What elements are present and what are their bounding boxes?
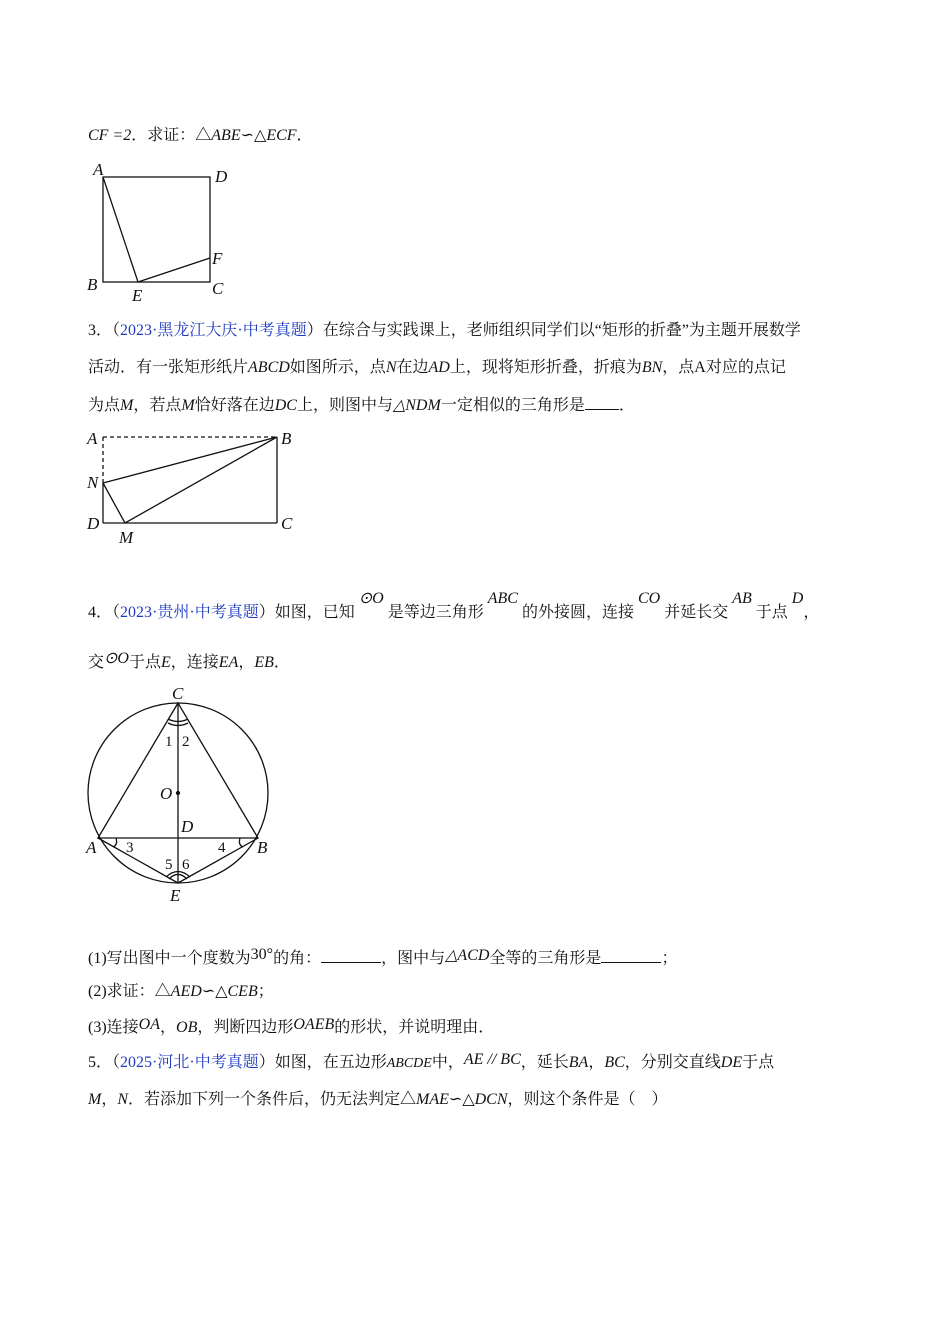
text: 是等边三角形 — [387, 604, 484, 621]
text: ∽ — [240, 127, 255, 144]
math: ABE — [211, 127, 241, 144]
text: ，判断四边形 — [197, 1019, 294, 1036]
text: （ — [112, 322, 121, 339]
text: ， — [803, 604, 820, 621]
text: 上，则图中与 — [296, 397, 393, 414]
label: A — [93, 160, 104, 179]
label: A — [87, 429, 98, 448]
math: ABC — [487, 590, 518, 607]
question-number: 4． — [88, 604, 113, 621]
text: ， — [101, 1091, 118, 1108]
q5-line2 — [88, 1090, 668, 1110]
math: EB — [254, 654, 274, 671]
text: ，连接 — [170, 654, 219, 671]
q3-line1 — [88, 321, 801, 341]
text: 如图，已知 — [274, 604, 355, 621]
text: ） — [258, 604, 275, 621]
math: ABCD — [248, 359, 290, 376]
math: ABCDE — [386, 1056, 432, 1071]
text: ） — [306, 322, 323, 339]
label: E — [170, 886, 181, 905]
q3-line2 — [88, 358, 786, 378]
text: 的外接圆，连接 — [521, 604, 634, 621]
text: 交 — [88, 654, 105, 671]
text: ； — [257, 983, 274, 1000]
q4-line1 — [88, 590, 820, 623]
math: DE — [720, 1054, 743, 1071]
answer-blank — [601, 948, 661, 963]
label: B — [257, 838, 268, 857]
math: D — [791, 590, 804, 607]
text: ∽△ — [201, 983, 228, 1000]
text: (1)写出图中一个度数为 — [88, 950, 251, 967]
q5-line1 — [88, 1053, 774, 1074]
text: 的形状，并说明理由． — [334, 1019, 495, 1036]
math: 30° — [250, 946, 274, 963]
math: AB — [732, 590, 752, 607]
math: EA — [218, 654, 239, 671]
math: AE // BC — [463, 1051, 521, 1068]
q4-part3 — [88, 1018, 494, 1038]
math: DCN — [474, 1091, 508, 1108]
figure-square-labels — [87, 160, 228, 305]
label: D — [215, 167, 228, 186]
text: ， — [588, 1054, 605, 1071]
text: ） — [258, 1054, 275, 1071]
text: （ — [112, 1054, 121, 1071]
math: DC — [274, 397, 297, 414]
math: ECF — [266, 127, 297, 144]
text: ， — [160, 1019, 177, 1036]
text: 如图，在五边形 — [274, 1054, 387, 1071]
math: M — [120, 397, 134, 414]
label: E — [132, 286, 143, 305]
text: 上，现将矩形折叠，折痕为 — [449, 359, 642, 376]
math: OAEB — [293, 1016, 335, 1033]
text: 的角： — [273, 950, 322, 967]
math: BN — [641, 359, 663, 376]
text: ． — [273, 654, 290, 671]
text: ，分别交直线 — [624, 1054, 721, 1071]
figure-fold-rectangle — [103, 437, 277, 523]
math: CEB — [227, 983, 258, 1000]
answer-blank — [585, 395, 619, 410]
text: ，点A对应的点记 — [662, 359, 786, 376]
math: BC — [604, 1054, 625, 1071]
text: ， — [238, 654, 255, 671]
text: ．求证： — [131, 127, 196, 144]
label: D — [181, 817, 194, 836]
label: D — [87, 514, 100, 533]
figure-square — [103, 177, 210, 282]
math: MAE — [416, 1091, 449, 1108]
label: O — [160, 784, 173, 803]
label: 1 — [165, 734, 173, 750]
text: 恰好落在边 — [194, 397, 275, 414]
text: ． — [618, 397, 635, 414]
text: △ — [195, 127, 212, 144]
label: 2 — [182, 734, 190, 750]
text: 并延长交 — [664, 604, 729, 621]
text: 在边 — [396, 359, 429, 376]
label: C — [172, 684, 184, 703]
math: ⊙O — [358, 590, 384, 607]
math: OB — [176, 1019, 198, 1036]
text: 中， — [431, 1054, 464, 1071]
math: OA — [138, 1016, 160, 1033]
text: ，延长 — [520, 1054, 569, 1071]
text: ； — [661, 950, 678, 967]
label: A — [86, 838, 97, 857]
label: 4 — [218, 840, 226, 856]
text: 于点 — [755, 604, 788, 621]
math: △ACD — [445, 947, 490, 964]
label: 3 — [126, 840, 134, 856]
text: 于点 — [742, 1054, 775, 1071]
label: 6 — [182, 857, 190, 873]
text: (3)连接 — [88, 1019, 139, 1036]
label: N — [87, 473, 99, 492]
math: N — [385, 359, 397, 376]
text: 一定相似的三角形是 — [440, 397, 585, 414]
math: BA — [568, 1054, 589, 1071]
figure-fold-labels — [86, 429, 293, 547]
q3-line3 — [88, 395, 635, 416]
q4-part2 — [88, 982, 274, 1002]
text: △ — [254, 127, 267, 144]
text: 在综合与实践课上，老师组织同学们以“矩形的折叠”为主题开展数学 — [322, 322, 801, 339]
text: ，则这个条件是（ ） — [507, 1091, 668, 1108]
text: 如图所示，点 — [289, 359, 386, 376]
text: ∽△ — [448, 1091, 475, 1108]
label: C — [212, 279, 224, 298]
math: AED — [170, 983, 202, 1000]
math: CO — [637, 590, 661, 607]
math: N — [117, 1091, 129, 1108]
math: ⊙O — [104, 650, 129, 667]
answer-blank — [321, 948, 381, 963]
text: ． — [296, 127, 313, 144]
math: E — [161, 654, 171, 671]
question-number: 5． — [88, 1054, 113, 1071]
label: 5 — [165, 857, 173, 873]
text: （ — [112, 604, 121, 621]
math: M — [181, 397, 195, 414]
text: 于点 — [128, 654, 161, 671]
question-number: 3． — [88, 322, 113, 339]
label: B — [87, 275, 98, 294]
text: 活动．有一张矩形纸片 — [88, 359, 249, 376]
text: 全等的三角形是 — [489, 950, 602, 967]
q4-line2 — [88, 650, 290, 673]
math: △NDM — [392, 397, 441, 414]
source-tag: 2023·贵州·中考真题 — [120, 604, 259, 621]
label: F — [212, 249, 223, 268]
label: B — [281, 429, 292, 448]
source-tag: 2023·黑龙江大庆·中考真题 — [120, 322, 307, 339]
math: AD — [428, 359, 450, 376]
figure-circle — [88, 703, 268, 883]
label: C — [281, 514, 293, 533]
q4-part1 — [88, 948, 677, 969]
text: (2)求证：△ — [88, 983, 171, 1000]
math: CF =2 — [88, 127, 132, 144]
text: 为点 — [88, 397, 121, 414]
math: M — [88, 1091, 102, 1108]
text: ，图中与 — [381, 950, 446, 967]
source-tag: 2025·河北·中考真题 — [120, 1054, 259, 1071]
label: M — [119, 528, 134, 547]
text: ，若点 — [133, 397, 182, 414]
text: ．若添加下列一个条件后，仍无法判定△ — [128, 1091, 417, 1108]
